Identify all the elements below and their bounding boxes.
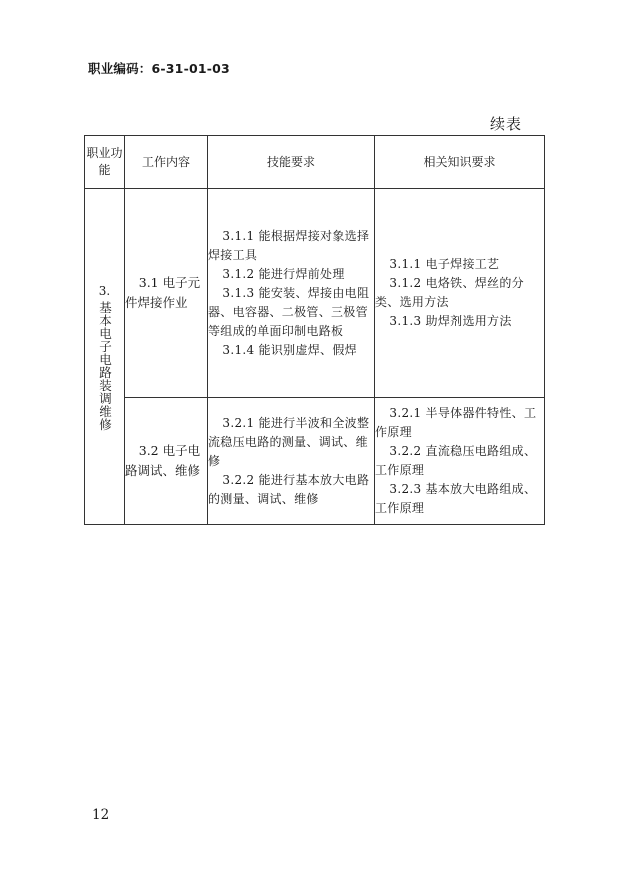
table-row [85,398,545,525]
knowledge-requirements-cell [375,189,545,398]
column-header-function: 职业功能 [85,136,125,189]
skill-item: 3.1.1 能根据焊接对象选择焊接工具 [208,228,370,262]
function-name: 基本电子电路装调维修 [97,301,113,431]
work-content: 3.2 电子电路调试、维修 [125,443,201,478]
skill-item: 3.2.2 能进行基本放大电路的测量、调试、维修 [208,472,370,506]
page-number: 12 [92,807,110,823]
continued-table-label: 续表 [490,115,523,133]
knowledge-requirements-cell [375,398,545,525]
knowledge-item: 3.2.3 基本放大电路组成、工作原理 [375,482,537,515]
knowledge-item: 3.1.3 助焊剂选用方法 [389,314,512,328]
skill-item: 3.1.4 能识别虚焊、假焊 [222,342,357,357]
knowledge-item: 3.1.1 电子焊接工艺 [389,257,500,271]
skill-requirements-cell [208,398,375,525]
work-content-cell [125,398,208,525]
work-content: 3.1 电子元件焊接作业 [125,275,201,310]
table-row [85,189,545,398]
skill-item: 3.1.2 能进行焊前处理 [222,266,345,281]
skill-item: 3.1.3 能安装、焊接由电阻器、电容器、二极管、三极管等组成的单面印制电路板 [208,285,370,338]
column-header-knowledge: 相关知识要求 [375,136,545,189]
skill-item: 3.2.1 能进行半波和全波整流稳压电路的测量、调试、维修 [208,415,370,468]
skills-table [84,135,545,525]
knowledge-item: 3.2.1 半导体器件特性、工作原理 [375,406,537,439]
table-header-row [85,136,545,189]
knowledge-item: 3.2.2 直流稳压电路组成、工作原理 [375,444,537,477]
column-header-work: 工作内容 [125,136,208,189]
function-number: 3. [98,284,111,298]
work-content-cell [125,189,208,398]
occupation-code: 职业编码：6-31-01-03 [88,61,230,76]
function-cell [85,189,125,525]
knowledge-item: 3.1.2 电烙铁、焊丝的分类、选用方法 [375,276,524,309]
skill-requirements-cell [208,189,375,398]
column-header-skill: 技能要求 [208,136,375,189]
